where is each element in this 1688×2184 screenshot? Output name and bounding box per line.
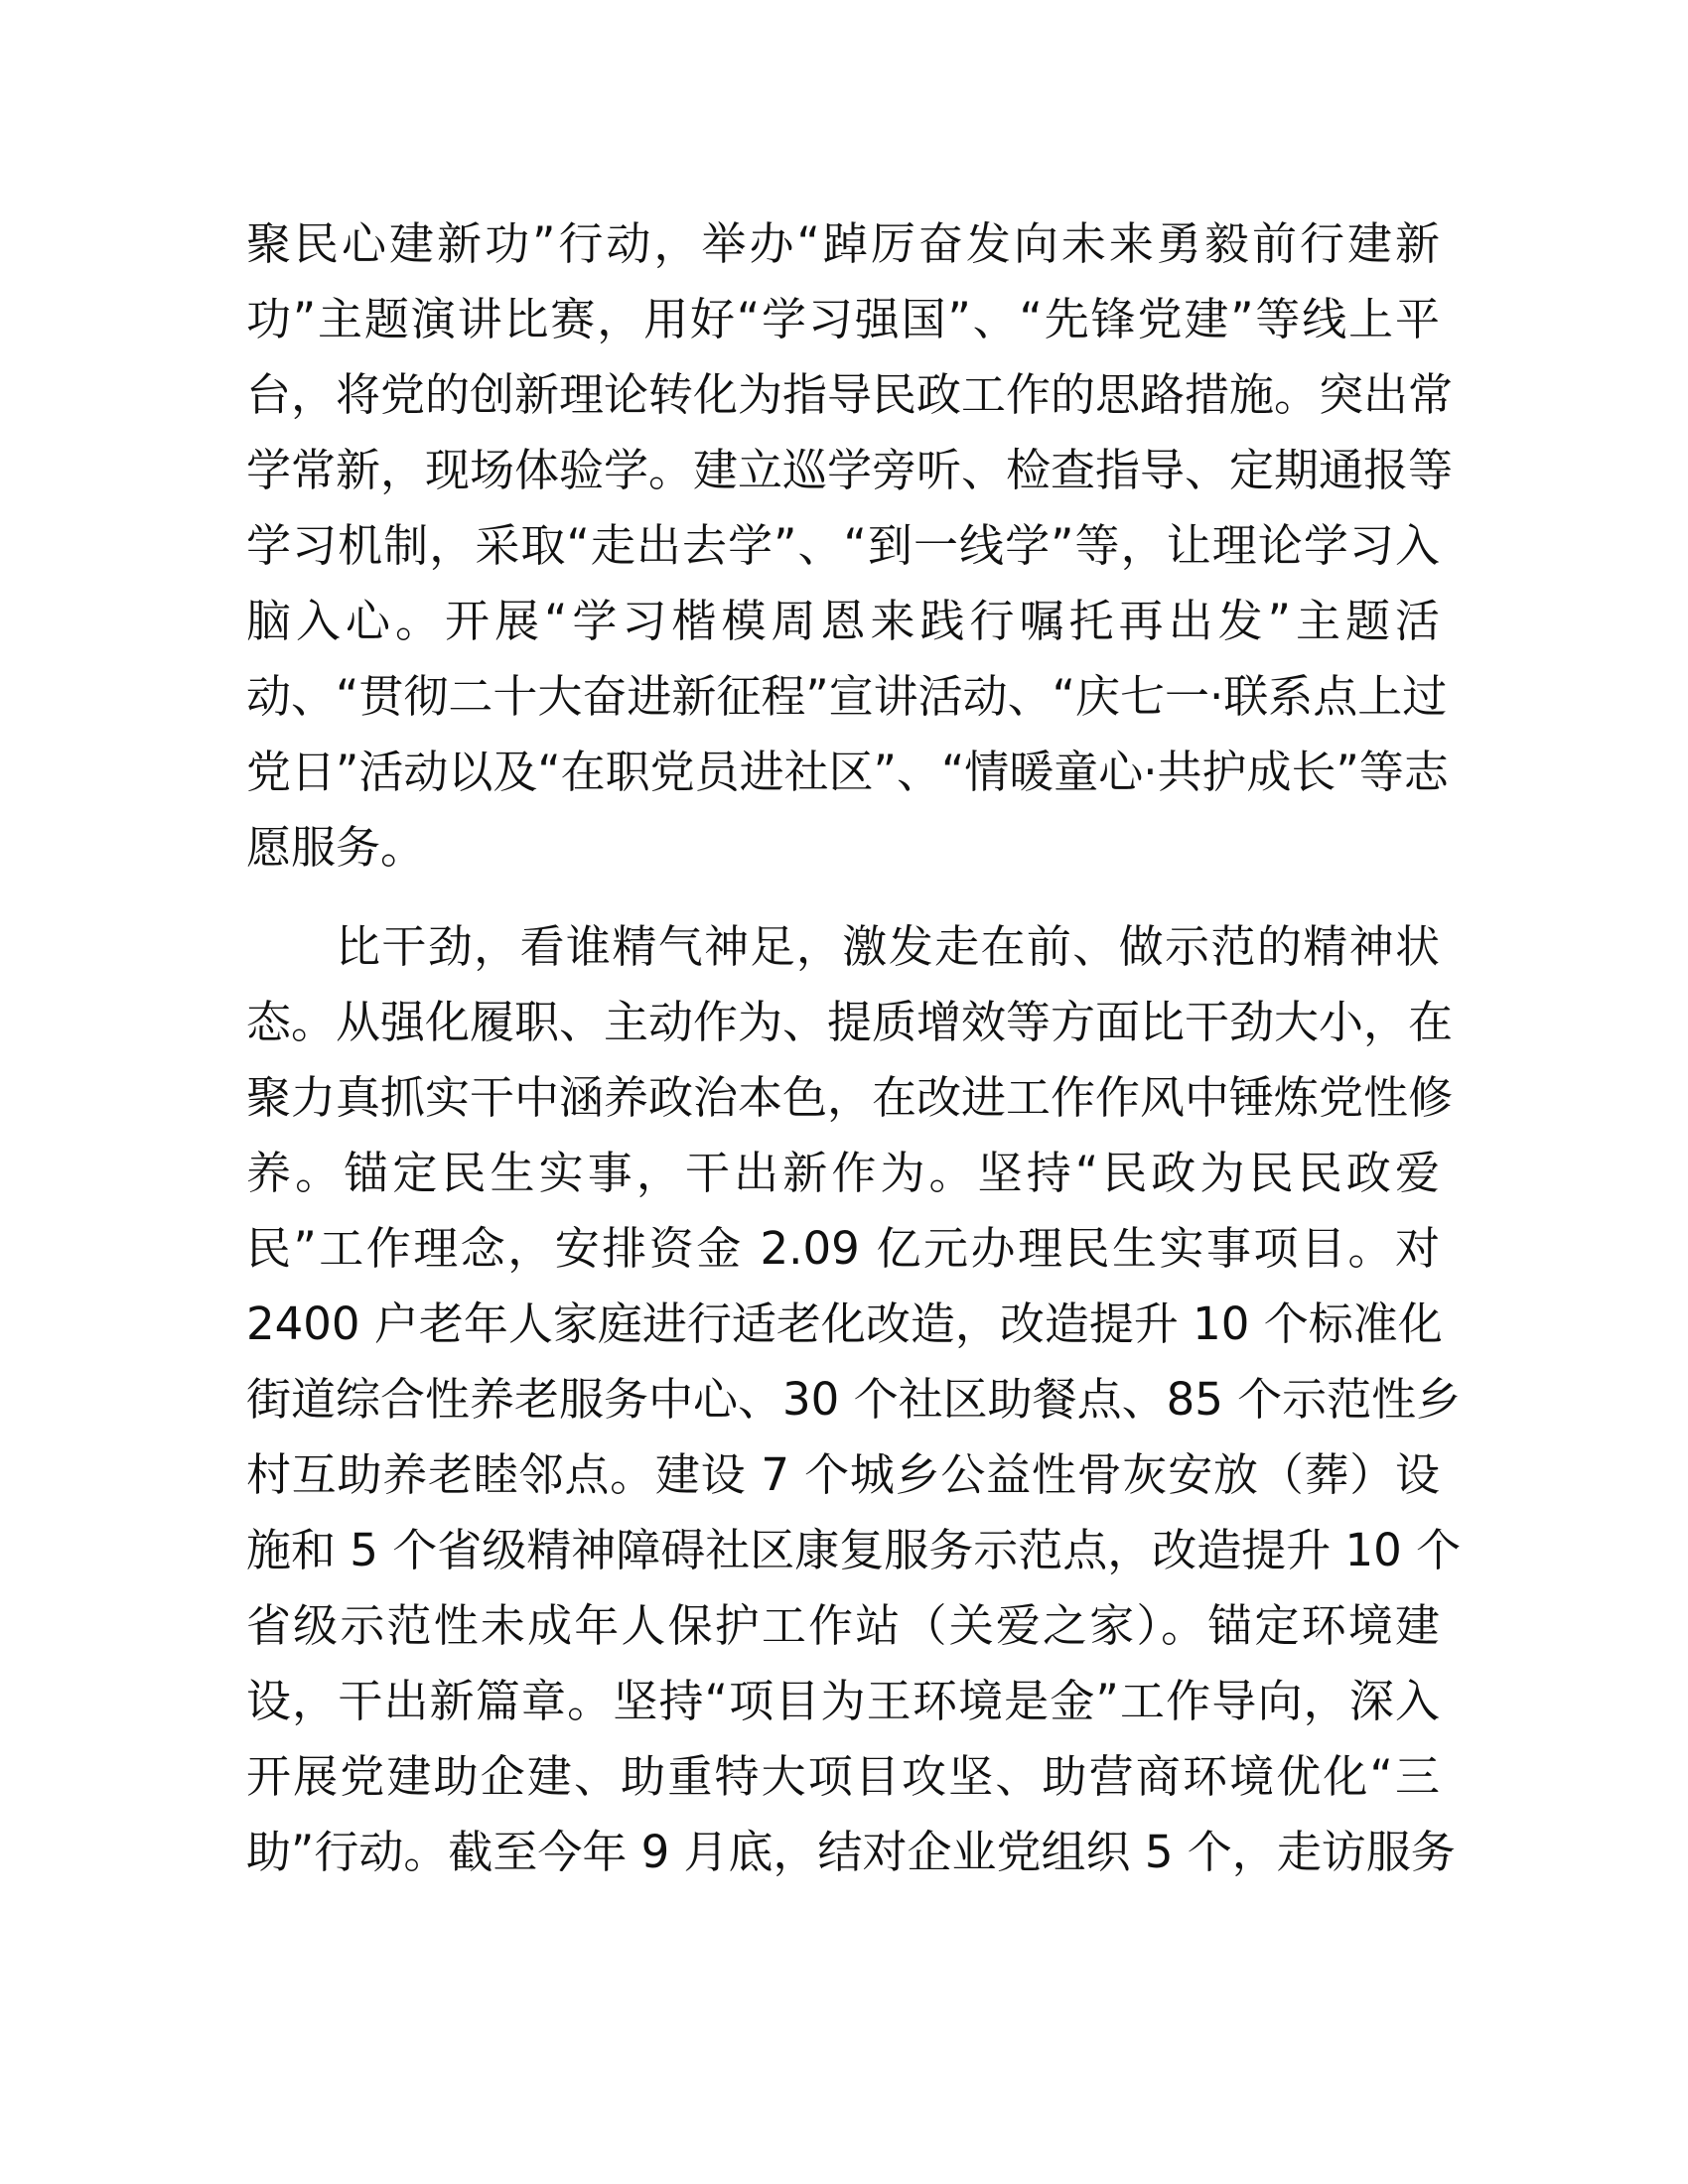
text-line: 态。从强化履职、主动作为、提质增效等方面比干劲大小，在 xyxy=(246,996,1454,1048)
text-line: 脑入心。开展“学习楷模周恩来践行嘱托再出发”主题活 xyxy=(246,595,1440,647)
paragraph-2 xyxy=(246,909,1462,1890)
text-line: 养。锚定民生实事，干出新作为。坚持“民政为民民政爱 xyxy=(246,1147,1440,1199)
text-line: 聚力真抓实干中涵养政治本色，在改进工作作风中锤炼党性修 xyxy=(246,1071,1454,1124)
text-line: 愿服务。 xyxy=(246,821,426,874)
text-line: 学习机制，采取“走出去学”、“到一线学”等，让理论学习入 xyxy=(246,519,1440,572)
text-line: 施和 5 个省级精神障碍社区康复服务示范点，改造提升 10 个 xyxy=(246,1524,1462,1576)
text-line: 助”行动。截至今年 9 月底，结对企业党组织 5 个，走访服务 xyxy=(246,1826,1456,1878)
text-line: 台，将党的创新理论转化为指导民政工作的思路措施。突出常 xyxy=(246,368,1454,421)
text-line: 聚民心建新功”行动，举办“踔厉奋发向未来勇毅前行建新 xyxy=(246,217,1440,270)
text-line: 民”工作理念，安排资金 2.09 亿元办理民生实事项目。对 xyxy=(246,1222,1440,1275)
paragraph-spacer xyxy=(246,886,1440,909)
text-line: 党日”活动以及“在职党员进社区”、“情暖童心·共护成长”等志 xyxy=(246,746,1449,798)
text-line: 村互助养老睦邻点。建设 7 个城乡公益性骨灰安放（葬）设 xyxy=(246,1448,1440,1501)
paragraph-1 xyxy=(246,206,1454,886)
text-line: 街道综合性养老服务中心、30 个社区助餐点、85 个示范性乡 xyxy=(246,1373,1462,1426)
text-line: 省级示范性未成年人保护工作站（关爱之家）。锚定环境建 xyxy=(246,1599,1440,1652)
text-line: 学常新，现场体验学。建立巡学旁听、检查指导、定期通报等 xyxy=(246,444,1454,496)
text-line: 比干劲，看谁精气神足，激发走在前、做示范的精神状 xyxy=(336,920,1440,973)
document-body xyxy=(246,206,1462,1890)
text-line: 功”主题演讲比赛，用好“学习强国”、“先锋党建”等线上平 xyxy=(246,293,1440,345)
text-line: 开展党建助企建、助重特大项目攻坚、助营商环境优化“三 xyxy=(246,1750,1440,1803)
text-line: 2400 户老年人家庭进行适老化改造，改造提升 10 个标准化 xyxy=(246,1297,1443,1350)
text-line: 设，干出新篇章。坚持“项目为王环境是金”工作导向，深入 xyxy=(246,1675,1440,1727)
text-line: 动、“贯彻二十大奋进新征程”宣讲活动、“庆七一·联系点上过 xyxy=(246,670,1448,723)
